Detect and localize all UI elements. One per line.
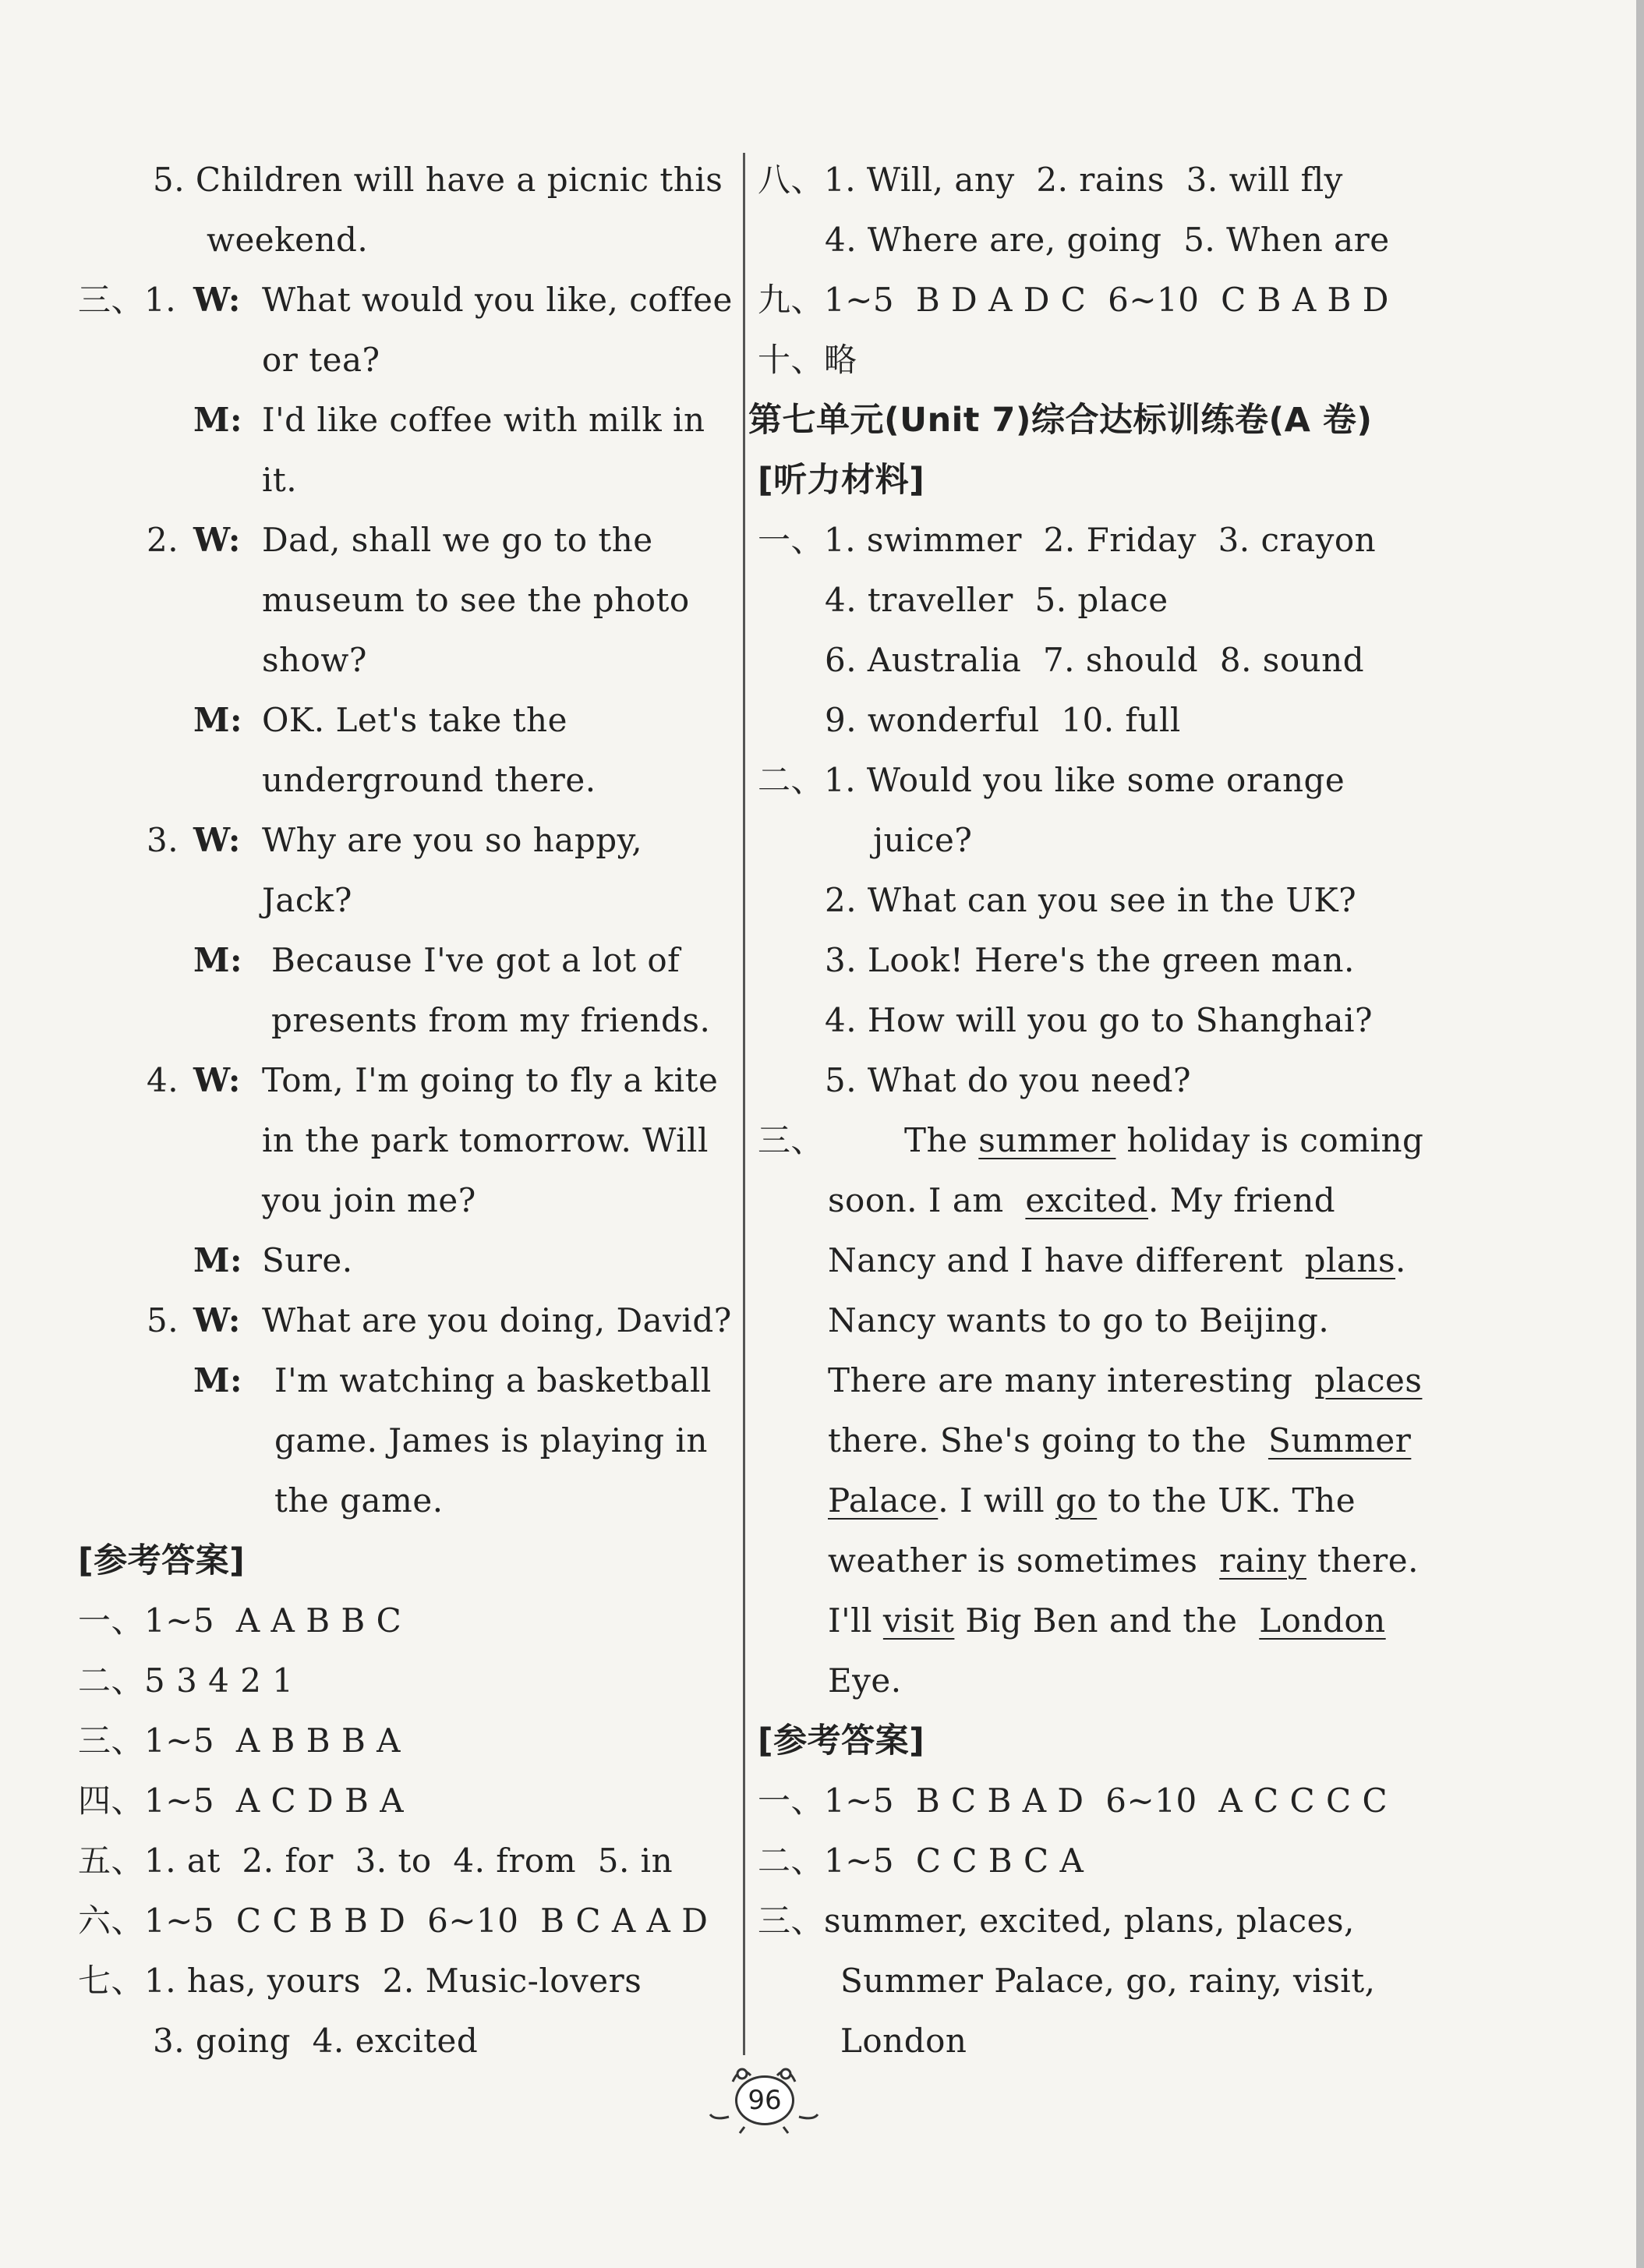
listening-line: juice? xyxy=(873,821,973,859)
text-line: you join me? xyxy=(262,1181,476,1219)
passage-line xyxy=(828,1421,1412,1460)
page-number: 96 xyxy=(735,2075,794,2125)
answer-line: 四、1~5 A C D B A xyxy=(78,1781,405,1820)
passage-line xyxy=(904,1121,1424,1159)
text-line: game. James is playing in xyxy=(274,1421,708,1460)
text-line: Jack? xyxy=(262,881,352,919)
speaker-label: W: xyxy=(193,821,241,859)
text-line: I'm watching a basketball xyxy=(274,1361,712,1399)
passage-line xyxy=(828,1481,1356,1520)
text-line: Tom, I'm going to fly a kite xyxy=(262,1061,719,1099)
passage-word: I'll xyxy=(828,1601,873,1640)
answer-line: London xyxy=(840,2022,967,2060)
answer-line: Summer Palace, go, rainy, visit, xyxy=(840,1962,1376,2000)
speaker-label: M: xyxy=(193,701,242,739)
page-number-badge xyxy=(705,2058,822,2136)
page-edge-shadow xyxy=(1636,0,1644,2268)
listening-line: 2. What can you see in the UK? xyxy=(825,881,1357,919)
passage-word: there. xyxy=(1317,1541,1419,1580)
unit-title: 第七单元(Unit 7)综合达标训练卷(A 卷) xyxy=(748,401,1373,440)
listening-line: 二、1. Would you like some orange xyxy=(758,761,1345,799)
passage-line xyxy=(828,1361,1423,1399)
speaker-label: W: xyxy=(193,1061,241,1099)
text-line: Dad, shall we go to the xyxy=(262,521,653,559)
blank-answer: Palace xyxy=(828,1481,939,1520)
passage-line xyxy=(828,1601,1386,1640)
question-number: 2. xyxy=(147,521,179,559)
listening-line: 一、1. swimmer 2. Friday 3. crayon xyxy=(758,521,1377,559)
answer-line: 二、5 3 4 2 1 xyxy=(78,1661,294,1700)
answer-line: 一、1~5 A A B B C xyxy=(78,1601,402,1640)
blank-answer: rainy xyxy=(1219,1541,1306,1580)
answers-heading: [参考答案] xyxy=(78,1541,246,1580)
text-line: What are you doing, David? xyxy=(262,1301,732,1339)
answer-line: 八、1. Will, any 2. rains 3. will fly xyxy=(758,161,1343,199)
text-line: presents from my friends. xyxy=(271,1001,711,1039)
answer-line: 三、1~5 A B B B A xyxy=(78,1721,401,1760)
text-line: 5. Children will have a picnic this xyxy=(153,161,723,199)
answer-line: 七、1. has, yours 2. Music-lovers xyxy=(78,1962,642,2000)
passage-line xyxy=(828,1541,1419,1580)
text-line: OK. Let's take the xyxy=(262,701,567,739)
text-line: What would you like, coffee xyxy=(262,281,733,319)
text-line: I'd like coffee with milk in xyxy=(262,401,705,439)
answer-line: 十、略 xyxy=(758,341,857,379)
answer-line: 九、1~5 B D A D C 6~10 C B A B D xyxy=(758,281,1389,319)
answer-line: 六、1~5 C C B B D 6~10 B C A A D xyxy=(78,1902,709,1940)
listening-line: 9. wonderful 10. full xyxy=(825,701,1181,739)
listening-heading: [听力材料] xyxy=(758,461,925,500)
text-line: or tea? xyxy=(262,341,380,379)
question-number: 3. xyxy=(147,821,179,859)
passage-word: . My friend xyxy=(1148,1181,1336,1219)
answer-line: 4. Where are, going 5. When are xyxy=(825,221,1390,259)
blank-answer: Summer xyxy=(1267,1421,1412,1460)
answers-heading: [参考答案] xyxy=(758,1721,925,1760)
text-line: it. xyxy=(262,461,298,499)
passage-word: . xyxy=(1395,1241,1406,1279)
blank-answer: places xyxy=(1314,1361,1423,1399)
blank-answer: go xyxy=(1055,1481,1098,1520)
passage-line: Nancy wants to go to Beijing. xyxy=(828,1301,1330,1339)
speaker-label: W: xyxy=(193,281,241,319)
text-line: weekend. xyxy=(207,221,369,259)
passage-word: . I will xyxy=(938,1481,1045,1520)
text-line: underground there. xyxy=(262,761,596,799)
passage-word: Big Ben and the xyxy=(965,1601,1238,1640)
section-label: 三、1. xyxy=(78,281,177,319)
passage-word: Nancy and I have different xyxy=(828,1241,1283,1279)
question-number: 5. xyxy=(147,1301,179,1339)
text-line: Because I've got a lot of xyxy=(271,941,681,979)
answer-line: 五、1. at 2. for 3. to 4. from 5. in xyxy=(78,1842,674,1880)
passage-line xyxy=(828,1181,1336,1219)
speaker-label: W: xyxy=(193,521,241,559)
text-line: the game. xyxy=(274,1481,444,1520)
question-number: 4. xyxy=(147,1061,179,1099)
passage-word: soon. I am xyxy=(828,1181,1004,1219)
listening-line: 4. How will you go to Shanghai? xyxy=(825,1001,1374,1039)
listening-line: 5. What do you need? xyxy=(825,1061,1192,1099)
blank-answer: London xyxy=(1259,1601,1386,1640)
text-line: museum to see the photo xyxy=(262,581,690,619)
text-line: show? xyxy=(262,641,367,679)
speaker-label: W: xyxy=(193,1301,241,1339)
answer-line: 一、1~5 B C B A D 6~10 A C C C C xyxy=(758,1781,1388,1820)
passage-word: there. She's going to the xyxy=(828,1421,1247,1460)
passage-word: The xyxy=(904,1121,968,1159)
speaker-label: M: xyxy=(193,941,242,979)
blank-answer: summer xyxy=(978,1121,1116,1159)
passage-word: holiday is coming xyxy=(1126,1121,1424,1159)
passage-word: to the UK. The xyxy=(1108,1481,1356,1520)
passage-line xyxy=(828,1241,1406,1279)
text-line: Why are you so happy, xyxy=(262,821,643,859)
blank-answer: plans xyxy=(1304,1241,1396,1279)
answer-line: 3. going 4. excited xyxy=(153,2022,479,2060)
passage-word: weather is sometimes xyxy=(828,1541,1198,1580)
speaker-label: M: xyxy=(193,1361,242,1399)
passage-word: There are many interesting xyxy=(828,1361,1293,1399)
answer-line: 三、summer, excited, plans, places, xyxy=(758,1902,1355,1940)
column-divider xyxy=(743,153,745,2055)
listening-line: 6. Australia 7. should 8. sound xyxy=(825,641,1365,679)
blank-answer: visit xyxy=(882,1601,955,1640)
answer-line: 二、1~5 C C B C A xyxy=(758,1842,1084,1880)
speaker-label: M: xyxy=(193,1241,242,1279)
text-line: in the park tomorrow. Will xyxy=(262,1121,709,1159)
blank-answer: excited xyxy=(1025,1181,1149,1219)
listening-line: 4. traveller 5. place xyxy=(825,581,1168,619)
speaker-label: M: xyxy=(193,401,242,439)
listening-line: 3. Look! Here's the green man. xyxy=(825,941,1355,979)
passage-line: Eye. xyxy=(828,1661,902,1700)
text-line: Sure. xyxy=(262,1241,353,1279)
section-label: 三、 xyxy=(758,1121,825,1159)
